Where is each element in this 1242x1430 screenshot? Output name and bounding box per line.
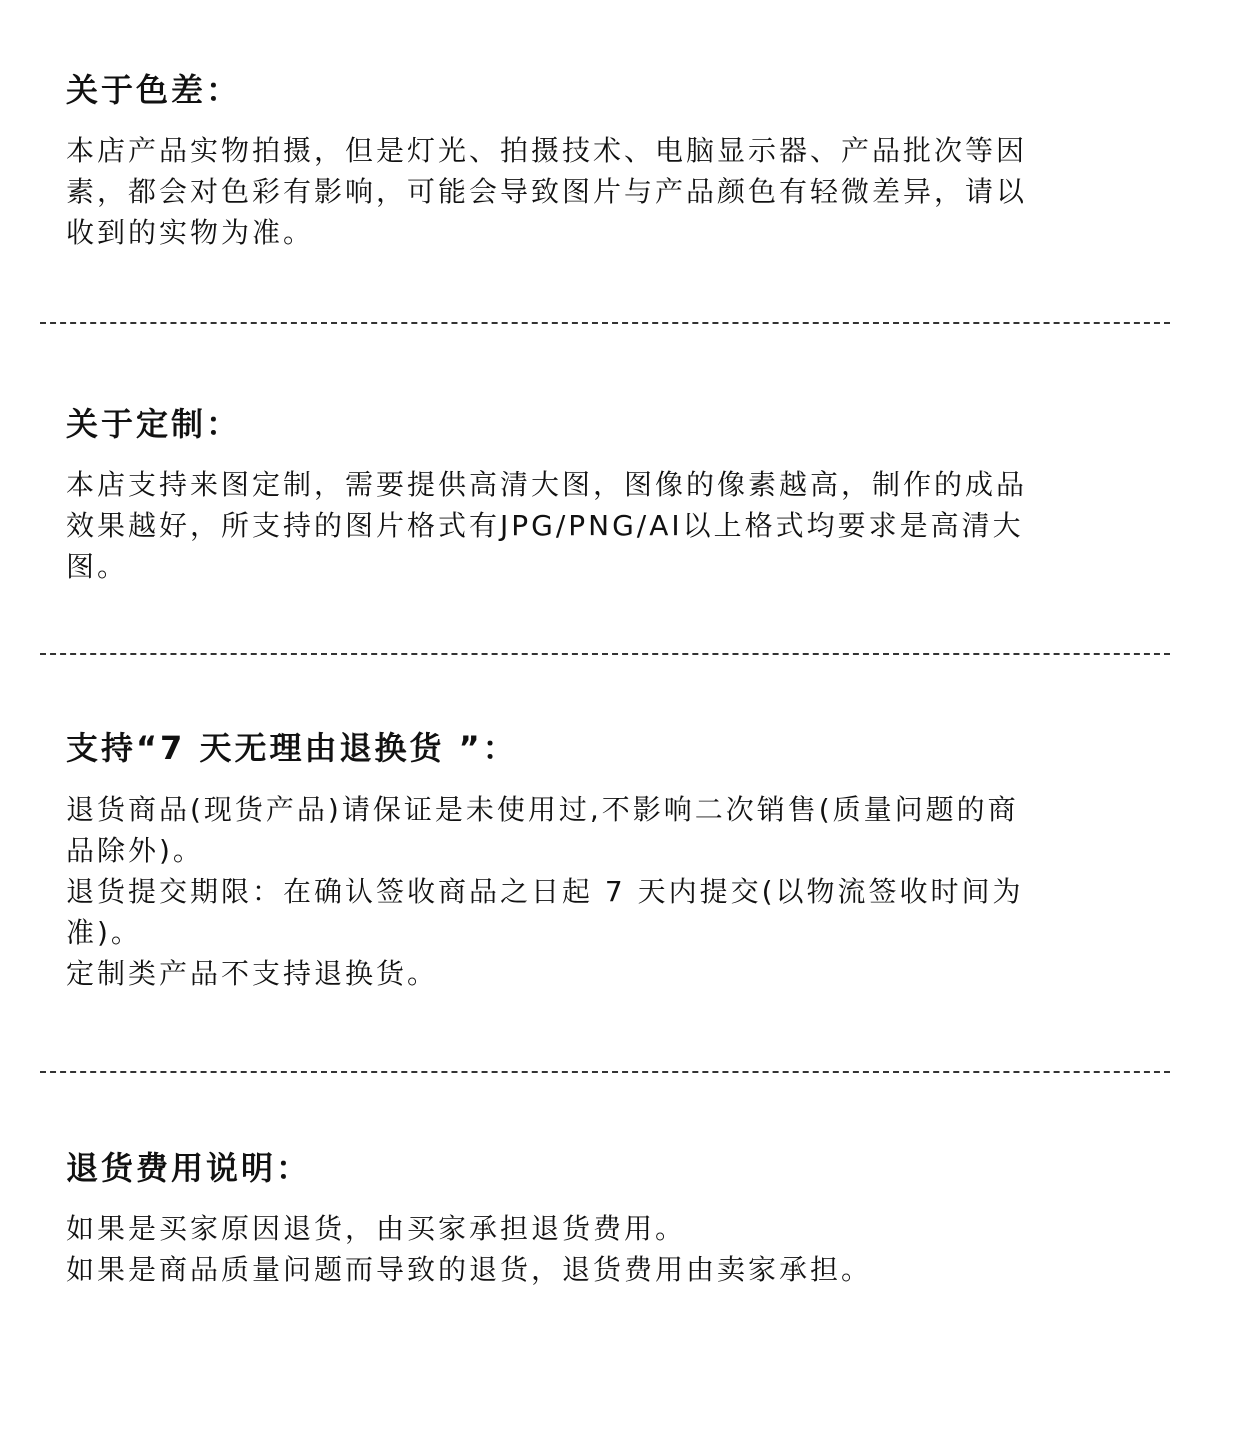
body-line: 定制类产品不支持退换货。 (66, 957, 439, 990)
section-heading-return-policy: 支持“7 天无理由退换货 ”： (66, 729, 518, 767)
dashed-divider (40, 322, 1170, 324)
body-line: 收到的实物为准。 (66, 216, 315, 249)
section-heading-color-difference: 关于色差： (66, 71, 242, 109)
dashed-divider (40, 1071, 1170, 1073)
section-heading-return-fees: 退货费用说明： (66, 1149, 312, 1187)
body-line: 如果是买家原因退货，由买家承担退货费用。 (66, 1212, 687, 1245)
body-line: 品除外)。 (66, 834, 204, 867)
section-body-customization (66, 464, 1146, 587)
section-body-return-fees (66, 1208, 1146, 1290)
body-line: 图。 (66, 550, 129, 583)
body-line: 效果越好，所支持的图片格式有JPG/PNG/AI以上格式均要求是高清大 (66, 509, 1024, 542)
body-line: 本店产品实物拍摄，但是灯光、拍摄技术、电脑显示器、产品批次等因 (66, 134, 1028, 167)
section-body-return-policy (66, 789, 1146, 994)
body-line: 退货商品(现货产品)请保证是未使用过,不影响二次销售(质量问题的商 (66, 793, 1019, 826)
body-line: 素，都会对色彩有影响，可能会导致图片与产品颜色有轻微差异，请以 (66, 175, 1028, 208)
body-line: 准)。 (66, 916, 142, 949)
body-line: 本店支持来图定制，需要提供高清大图，图像的像素越高，制作的成品 (66, 468, 1028, 501)
body-line: 退货提交期限：在确认签收商品之日起 7 天内提交(以物流签收时间为 (66, 875, 1024, 908)
section-body-color-difference (66, 130, 1146, 253)
dashed-divider (40, 653, 1170, 655)
section-heading-customization: 关于定制： (66, 405, 242, 443)
body-line: 如果是商品质量问题而导致的退货，退货费用由卖家承担。 (66, 1253, 873, 1286)
